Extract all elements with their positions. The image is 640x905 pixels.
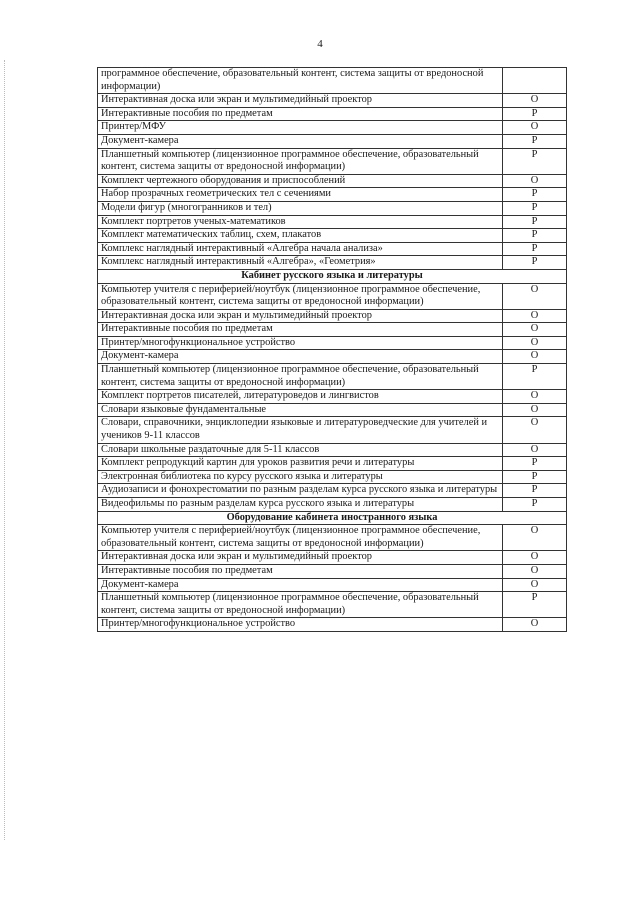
equipment-name: Интерактивная доска или экран и мультимедийный проектор [98, 94, 503, 108]
equipment-mark: Р [503, 256, 567, 270]
table-row [98, 417, 567, 443]
equipment-name: Видеофильмы по разным разделам курса русского языка и литературы [98, 498, 503, 512]
table-row [98, 256, 567, 270]
equipment-name: Комплекс наглядный интерактивный «Алгебра начала анализа» [98, 242, 503, 256]
table-row [98, 498, 567, 512]
equipment-name: Электронная библиотека по курсу русского языка и литературы [98, 470, 503, 484]
equipment-mark: О [503, 283, 567, 309]
equipment-name: Комплект чертежного оборудования и приспособлений [98, 174, 503, 188]
equipment-name: Планшетный компьютер (лицензионное программное обеспечение, образовательный контент, система защиты от вредоносной информации) [98, 592, 503, 618]
equipment-name: Комплекс наглядный интерактивный «Алгебра», «Геометрия» [98, 256, 503, 270]
equipment-mark: О [503, 350, 567, 364]
equipment-mark: О [503, 564, 567, 578]
equipment-name: Комплект репродукций картин для уроков развития речи и литературы [98, 457, 503, 471]
equipment-mark: О [503, 525, 567, 551]
table-row [98, 457, 567, 471]
equipment-mark: Р [503, 484, 567, 498]
table-row [98, 578, 567, 592]
equipment-name: Словари, справочники, энциклопедии языковые и литературоведческие для учителей и учеников 9-11 классов [98, 417, 503, 443]
equipment-name: Принтер/МФУ [98, 121, 503, 135]
equipment-name: Компьютер учителя с периферией/ноутбук (лицензионное программное обеспечение, образовательный контент, система защиты от вредоносной информации) [98, 283, 503, 309]
table-row [98, 618, 567, 632]
table-row [98, 403, 567, 417]
table-row [98, 309, 567, 323]
equipment-mark: Р [503, 107, 567, 121]
equipment-mark: О [503, 174, 567, 188]
equipment-name: Комплект портретов писателей, литературоведов и лингвистов [98, 390, 503, 404]
equipment-name: Интерактивная доска или экран и мультимедийный проектор [98, 551, 503, 565]
equipment-mark: О [503, 121, 567, 135]
table-row [98, 215, 567, 229]
equipment-mark: О [503, 390, 567, 404]
section-title: Оборудование кабинета иностранного языка [98, 511, 567, 525]
equipment-mark: Р [503, 134, 567, 148]
table-row [98, 283, 567, 309]
equipment-table [97, 67, 567, 632]
equipment-mark: Р [503, 229, 567, 243]
equipment-mark: О [503, 443, 567, 457]
section-header-row [98, 269, 567, 283]
table-row [98, 323, 567, 337]
equipment-mark: Р [503, 498, 567, 512]
equipment-mark: О [503, 578, 567, 592]
equipment-name: Интерактивные пособия по предметам [98, 564, 503, 578]
equipment-mark: Р [503, 457, 567, 471]
table-row [98, 350, 567, 364]
equipment-name: Документ-камера [98, 134, 503, 148]
table-row [98, 242, 567, 256]
table-row [98, 148, 567, 174]
equipment-name: Словари языковые фундаментальные [98, 403, 503, 417]
equipment-name: Модели фигур (многогранников и тел) [98, 201, 503, 215]
section-title: Кабинет русского языка и литературы [98, 269, 567, 283]
equipment-name: Принтер/многофункциональное устройство [98, 618, 503, 632]
equipment-mark: Р [503, 242, 567, 256]
equipment-name: Принтер/многофункциональное устройство [98, 336, 503, 350]
equipment-name: Словари школьные раздаточные для 5-11 классов [98, 443, 503, 457]
equipment-mark: Р [503, 201, 567, 215]
equipment-name: Интерактивная доска или экран и мультимедийный проектор [98, 309, 503, 323]
page-number: 4 [317, 38, 323, 50]
equipment-mark: Р [503, 188, 567, 202]
table-row [98, 68, 567, 94]
equipment-name: Интерактивные пособия по предметам [98, 107, 503, 121]
table-row [98, 443, 567, 457]
equipment-mark: Р [503, 364, 567, 390]
table-row [98, 470, 567, 484]
table-row [98, 525, 567, 551]
equipment-mark: О [503, 323, 567, 337]
table-row [98, 201, 567, 215]
table-row [98, 592, 567, 618]
equipment-mark: Р [503, 470, 567, 484]
section-header-row [98, 511, 567, 525]
equipment-name: Планшетный компьютер (лицензионное программное обеспечение, образовательный контент, система защиты от вредоносной информации) [98, 364, 503, 390]
equipment-mark: О [503, 417, 567, 443]
equipment-mark: Р [503, 592, 567, 618]
equipment-mark: О [503, 551, 567, 565]
table-row [98, 484, 567, 498]
equipment-name: Комплект математических таблиц, схем, плакатов [98, 229, 503, 243]
table-row [98, 551, 567, 565]
equipment-mark: О [503, 403, 567, 417]
equipment-mark: О [503, 336, 567, 350]
equipment-name: Документ-камера [98, 350, 503, 364]
table-row [98, 134, 567, 148]
equipment-mark [503, 68, 567, 94]
equipment-name: Интерактивные пособия по предметам [98, 323, 503, 337]
equipment-name: Набор прозрачных геометрических тел с сечениями [98, 188, 503, 202]
equipment-mark: Р [503, 215, 567, 229]
table-row [98, 121, 567, 135]
equipment-name: Планшетный компьютер (лицензионное программное обеспечение, образовательный контент, система защиты от вредоносной информации) [98, 148, 503, 174]
equipment-mark: О [503, 309, 567, 323]
table-row [98, 390, 567, 404]
equipment-mark: О [503, 94, 567, 108]
table-row [98, 174, 567, 188]
equipment-name: Компьютер учителя с периферией/ноутбук (лицензионное программное обеспечение, образовательный контент, система защиты от вредоносной информации) [98, 525, 503, 551]
table-row [98, 107, 567, 121]
table-row [98, 364, 567, 390]
equipment-name: Документ-камера [98, 578, 503, 592]
table-row [98, 564, 567, 578]
table-row [98, 336, 567, 350]
equipment-mark: О [503, 618, 567, 632]
equipment-name: Комплект портретов ученых-математиков [98, 215, 503, 229]
table-row [98, 229, 567, 243]
equipment-mark: Р [503, 148, 567, 174]
scan-edge [4, 60, 6, 840]
equipment-name: Аудиозаписи и фонохрестоматии по разным разделам курса русского языка и литературы [98, 484, 503, 498]
table-row [98, 188, 567, 202]
equipment-name: программное обеспечение, образовательный контент, система защиты от вредоносной информации) [98, 68, 503, 94]
table-row [98, 94, 567, 108]
